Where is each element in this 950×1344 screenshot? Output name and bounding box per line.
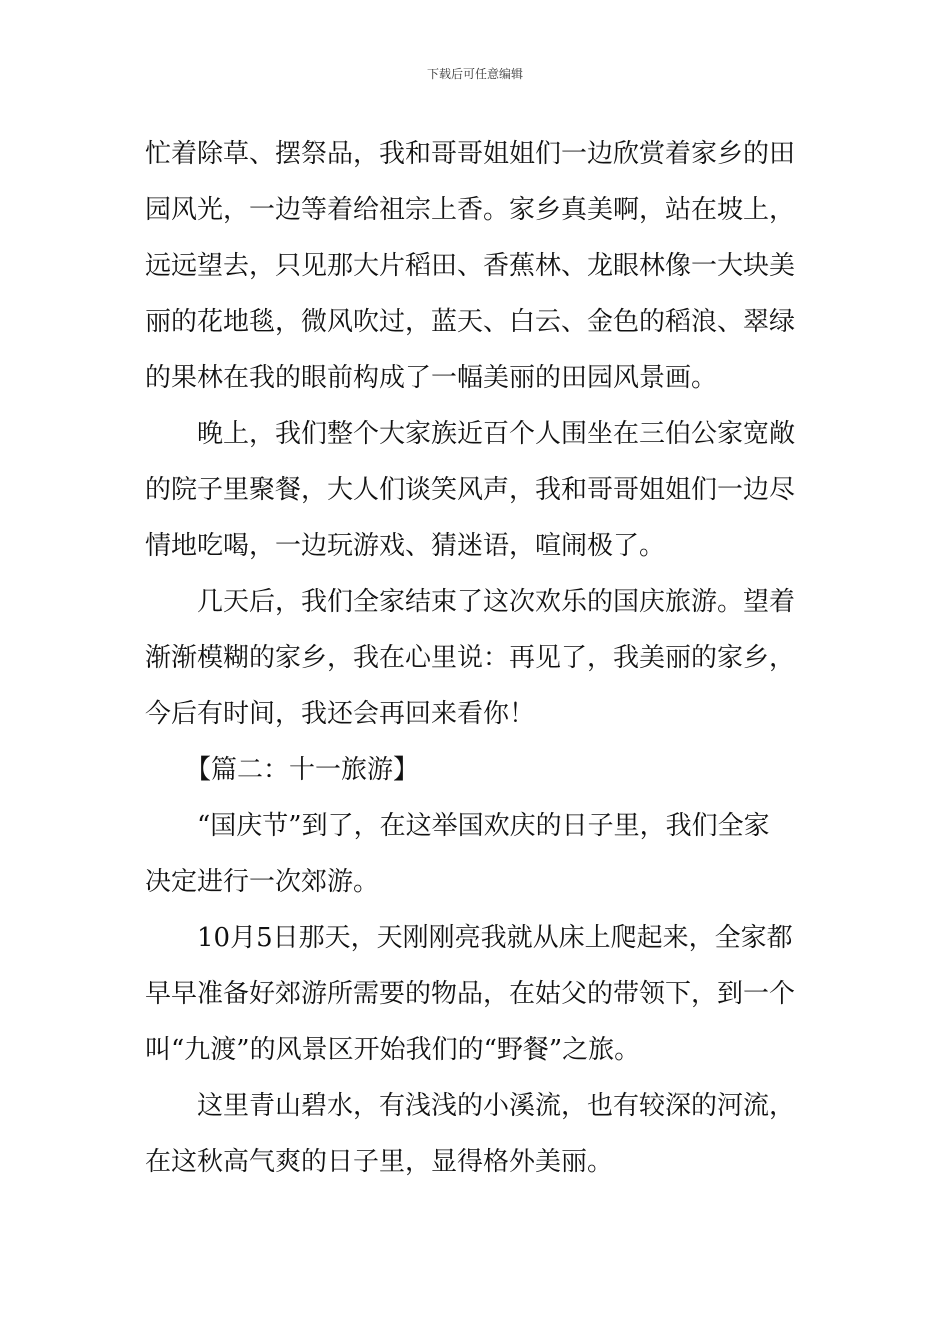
text-line: 情地吃喝，一边玩游戏、猜迷语，喧闹极了。 — [145, 531, 666, 561]
text-line: 的院子里聚餐，大人们谈笑风声，我和哥哥姐姐们一边尽 — [145, 475, 796, 505]
text-line: 的果林在我的眼前构成了一幅美丽的田园风景画。 — [145, 363, 718, 393]
text-line: 早早准备好郊游所需要的物品，在姑父的带领下，到一个 — [145, 979, 796, 1009]
text-line: 渐渐模糊的家乡，我在心里说：再见了，我美丽的家乡， — [145, 643, 796, 673]
text-line: 远远望去，只见那大片稻田、香蕉林、龙眼林像一大块美 — [145, 251, 796, 281]
page-header: 下载后可任意编辑 — [426, 67, 523, 81]
text-line: 丽的花地毯，微风吹过，蓝天、白云、金色的稻浪、翠绿 — [145, 307, 796, 337]
document-body — [145, 126, 807, 1190]
section-title: 【篇二：十一旅游】 — [185, 755, 420, 785]
text-line: 决定进行一次郊游。 — [145, 867, 380, 897]
text-line: 忙着除草、摆祭品，我和哥哥姐姐们一边欣赏着家乡的田 — [145, 139, 796, 169]
text-line: 叫“九渡”的风景区开始我们的“野餐”之旅。 — [145, 1035, 641, 1065]
text-line: 今后有时间，我还会再回来看你！ — [145, 699, 536, 729]
paragraph-start-line: 几天后，我们全家结束了这次欢乐的国庆旅游。望着 — [197, 587, 796, 617]
paragraph-start-line: 这里青山碧水，有浅浅的小溪流，也有较深的河流， — [197, 1091, 796, 1121]
text-line: 园风光，一边等着给祖宗上香。家乡真美啊，站在坡上， — [145, 195, 796, 225]
paragraph-start-line: 晚上，我们整个大家族近百个人围坐在三伯公家宽敞 — [197, 419, 796, 449]
paragraph-start-line: “国庆节”到了，在这举国欢庆的日子里，我们全家 — [197, 811, 770, 841]
text-line: 在这秋高气爽的日子里，显得格外美丽。 — [145, 1147, 614, 1177]
paragraph-start-line: 10月5日那天，天刚刚亮我就从床上爬起来，全家都 — [197, 923, 793, 953]
